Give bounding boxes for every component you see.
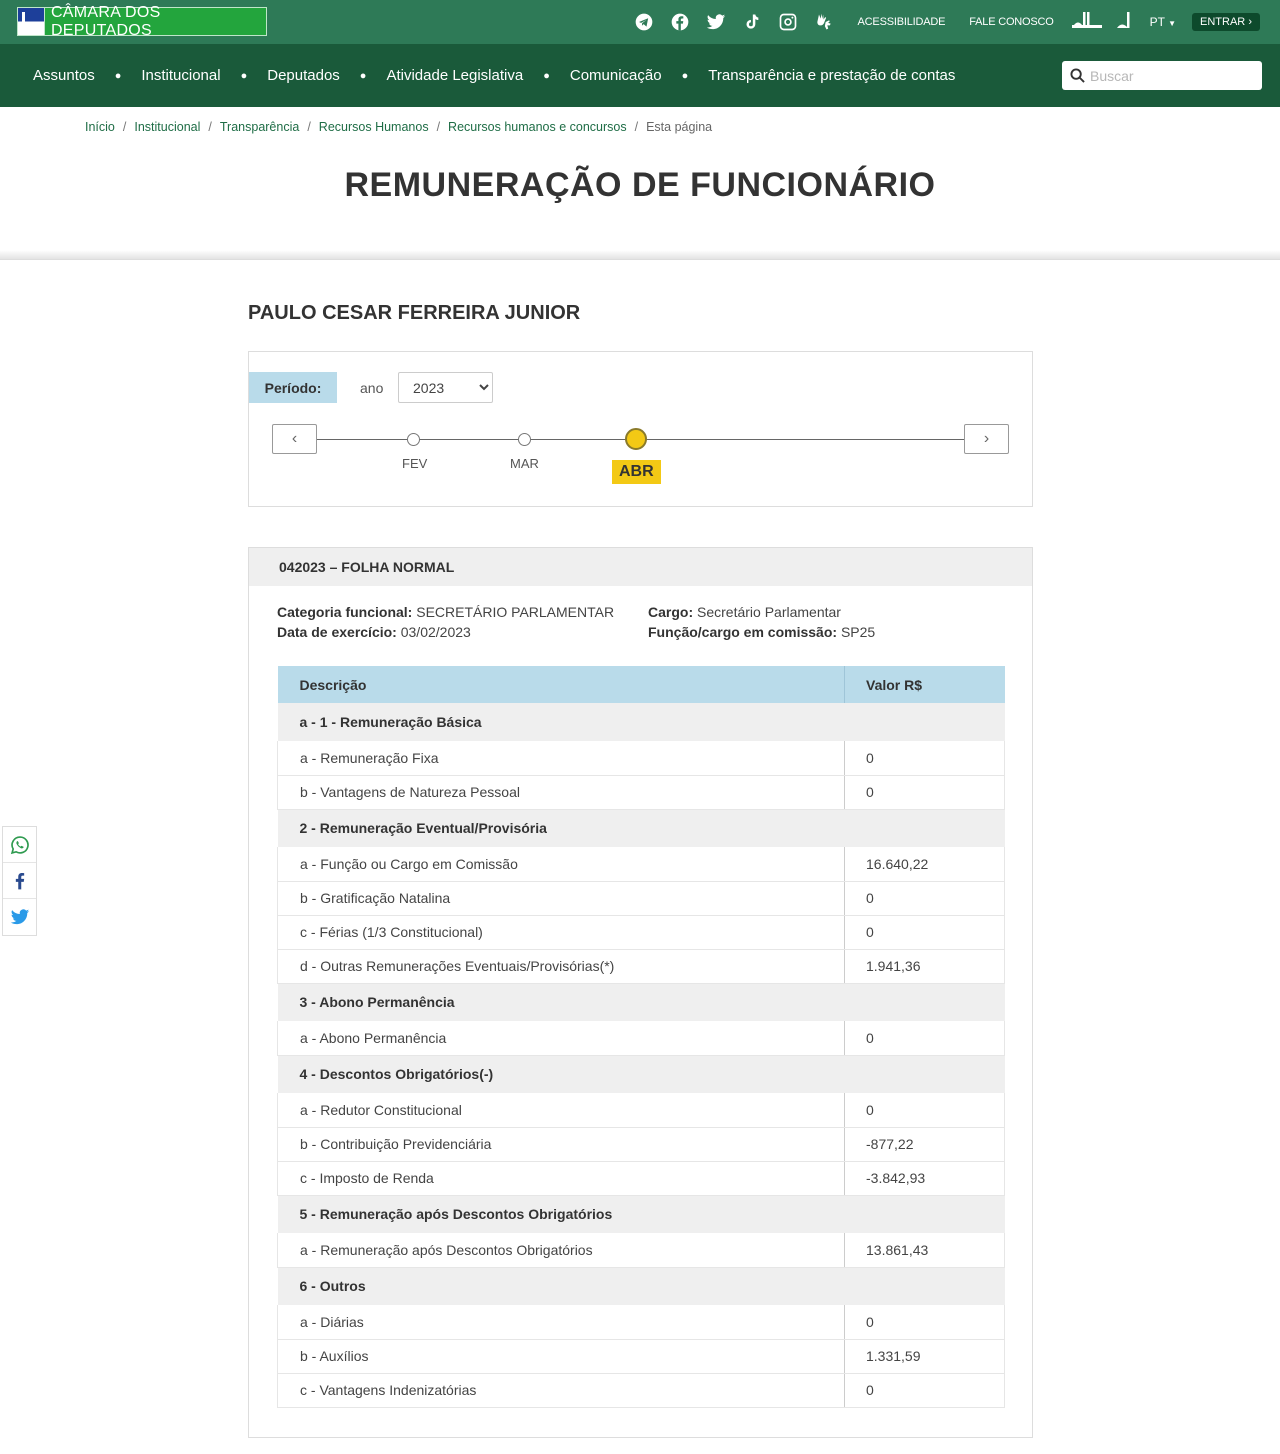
row-description: c - Vantagens Indenizatórias <box>278 1373 845 1407</box>
libras-hands-icon[interactable] <box>814 12 834 32</box>
column-header-descricao: Descrição <box>278 666 845 703</box>
row-value: 0 <box>845 1093 1005 1127</box>
header-divider <box>0 250 1280 260</box>
search-box[interactable] <box>1062 61 1262 90</box>
camara-logo-mark-icon <box>18 8 45 35</box>
table-section-row <box>278 983 1005 1021</box>
breadcrumb-current: Esta página <box>646 120 713 134</box>
row-description: b - Vantagens de Natureza Pessoal <box>278 775 845 809</box>
row-value: 1.941,36 <box>845 949 1005 983</box>
payroll-title: 042023 – FOLHA NORMAL <box>249 548 1032 586</box>
row-description: a - Remuneração após Descontos Obrigatórios <box>278 1233 845 1267</box>
breadcrumb-inicio[interactable]: Início <box>85 120 115 134</box>
row-value: 0 <box>845 1021 1005 1055</box>
congress-building-icon[interactable] <box>1072 11 1102 34</box>
row-description: a - Redutor Constitucional <box>278 1093 845 1127</box>
row-value: 16.640,22 <box>845 847 1005 881</box>
breadcrumb-recursos-humanos[interactable]: Recursos Humanos <box>318 120 429 134</box>
row-description: a - Função ou Cargo em Comissão <box>278 847 845 881</box>
table-row <box>278 915 1005 949</box>
cargo-label: Cargo: <box>648 604 694 620</box>
nav-atividade-legislativa[interactable]: Atividade Legislativa <box>386 67 524 84</box>
timeline-dot-abr-active[interactable] <box>625 428 647 450</box>
table-section-row <box>278 809 1005 847</box>
employee-info-left <box>277 602 614 642</box>
breadcrumb-separator: / <box>122 120 127 134</box>
period-selector <box>248 351 1033 507</box>
share-twitter-button[interactable] <box>3 899 36 935</box>
categoria-label: Categoria funcional: <box>277 604 413 620</box>
breadcrumb-transparencia[interactable]: Transparência <box>219 120 300 134</box>
table-row <box>278 1305 1005 1339</box>
table-section-row <box>278 703 1005 741</box>
timeline-dot-fev[interactable] <box>407 433 420 446</box>
page-title: REMUNERAÇÃO DE FUNCIONÁRIO <box>344 166 936 204</box>
login-button[interactable] <box>1192 13 1260 31</box>
table-row <box>278 1233 1005 1267</box>
acessibilidade-link[interactable]: ACESSIBILIDADE <box>857 16 946 28</box>
row-description: a - Diárias <box>278 1305 845 1339</box>
nav-transparencia[interactable]: Transparência e prestação de contas <box>708 67 956 84</box>
table-section-row <box>278 1267 1005 1305</box>
remuneration-table <box>277 666 1005 1408</box>
row-description: b - Contribuição Previdenciária <box>278 1127 845 1161</box>
facebook-icon[interactable] <box>670 12 690 32</box>
table-section-row <box>278 1195 1005 1233</box>
nav-separator: ● <box>114 69 122 82</box>
table-row <box>278 949 1005 983</box>
search-icon <box>1070 68 1085 83</box>
fale-conosco-link[interactable]: FALE CONOSCO <box>969 16 1054 28</box>
nav-assuntos[interactable]: Assuntos <box>33 67 95 84</box>
table-row <box>278 775 1005 809</box>
nav-separator: ● <box>240 69 248 82</box>
month-label-mar[interactable]: MAR <box>510 456 539 471</box>
chevron-left-icon: ‹ <box>291 430 298 447</box>
telegram-icon[interactable] <box>634 12 654 32</box>
table-body <box>278 703 1005 1407</box>
nav-deputados[interactable]: Deputados <box>267 67 340 84</box>
funcao-value: SP25 <box>840 624 876 640</box>
row-value: 0 <box>845 775 1005 809</box>
language-selector[interactable] <box>1150 15 1176 29</box>
breadcrumb-separator: / <box>208 120 212 134</box>
share-facebook-button[interactable] <box>3 863 36 899</box>
timeline-dot-mar[interactable] <box>518 433 531 446</box>
row-description: b - Gratificação Natalina <box>278 881 845 915</box>
logo-text: CÂMARA DOS DEPUTADOS <box>50 3 161 39</box>
timeline-next-button[interactable] <box>964 424 1009 454</box>
caret-down-icon: ▼ <box>1168 19 1177 28</box>
table-row <box>278 847 1005 881</box>
payroll-panel <box>248 547 1033 1438</box>
table-row <box>278 881 1005 915</box>
year-select[interactable] <box>398 372 493 403</box>
facebook-icon <box>10 871 30 891</box>
nav-comunicacao[interactable]: Comunicação <box>569 67 662 84</box>
nav-separator: ● <box>681 69 689 82</box>
breadcrumb-separator: / <box>634 120 639 134</box>
row-value: 0 <box>845 881 1005 915</box>
cargo-value: Secretário Parlamentar <box>697 604 841 620</box>
camara-logo[interactable] <box>17 3 267 39</box>
month-label-abr-active[interactable]: ABR <box>612 460 661 484</box>
chevron-right-icon: › <box>983 430 990 447</box>
row-value: -3.842,93 <box>845 1161 1005 1195</box>
table-row <box>278 741 1005 775</box>
table-row <box>278 1093 1005 1127</box>
section-title: 3 - Abono Permanência <box>278 983 1005 1021</box>
table-header-row <box>278 666 1005 703</box>
table-row <box>278 1127 1005 1161</box>
twitter-icon <box>10 907 30 927</box>
data-exercicio-label: Data de exercício: <box>277 624 397 640</box>
nav-separator: ● <box>543 69 550 82</box>
row-value: 0 <box>845 1373 1005 1407</box>
table-row <box>278 1373 1005 1407</box>
tiktok-icon[interactable] <box>742 12 762 32</box>
section-title: a - 1 - Remuneração Básica <box>278 703 1005 741</box>
column-header-valor: Valor R$ <box>845 666 1005 703</box>
section-title: 5 - Remuneração após Descontos Obrigatórios <box>278 1195 1005 1233</box>
section-title: 6 - Outros <box>278 1267 1005 1305</box>
section-title: 2 - Remuneração Eventual/Provisória <box>278 809 1005 847</box>
senado-building-icon[interactable] <box>1116 11 1132 34</box>
share-whatsapp-button[interactable] <box>3 827 36 863</box>
row-description: c - Férias (1/3 Constitucional) <box>278 915 845 949</box>
row-description: a - Remuneração Fixa <box>278 741 845 775</box>
row-description: c - Imposto de Renda <box>278 1161 845 1195</box>
data-exercicio-value: 03/02/2023 <box>400 624 471 640</box>
table-row <box>278 1021 1005 1055</box>
table-row <box>278 1339 1005 1373</box>
table-section-row <box>278 1055 1005 1093</box>
row-description: d - Outras Remunerações Eventuais/Provisórias(*) <box>278 949 845 983</box>
categoria-value: SECRETÁRIO PARLAMENTAR <box>416 604 615 620</box>
ano-label: ano <box>360 380 384 396</box>
nav-separator: ● <box>359 69 367 82</box>
instagram-icon[interactable] <box>778 12 798 32</box>
breadcrumb-institucional[interactable]: Institucional <box>134 120 201 134</box>
row-value: 0 <box>845 915 1005 949</box>
language-label: PT <box>1149 15 1165 29</box>
month-label-fev[interactable]: FEV <box>402 456 428 471</box>
breadcrumb-rh-concursos[interactable]: Recursos humanos e concursos <box>448 120 627 134</box>
row-description: b - Auxílios <box>278 1339 845 1373</box>
login-label: ENTRAR <box>1200 16 1246 28</box>
periodo-label: Período: <box>249 372 337 403</box>
row-value: 0 <box>845 741 1005 775</box>
breadcrumb <box>85 120 712 134</box>
row-value: 1.331,59 <box>845 1339 1005 1373</box>
row-value: 0 <box>845 1305 1005 1339</box>
table-row <box>278 1161 1005 1195</box>
chevron-right-icon: › <box>1248 16 1252 28</box>
timeline-prev-button[interactable] <box>272 424 317 454</box>
row-description: a - Abono Permanência <box>278 1021 845 1055</box>
employee-name: PAULO CESAR FERREIRA JUNIOR <box>248 302 581 324</box>
share-bar <box>2 826 37 936</box>
main-nav <box>0 44 1280 107</box>
search-input[interactable] <box>1090 68 1250 84</box>
whatsapp-icon <box>10 835 30 855</box>
funcao-label: Função/cargo em comissão: <box>648 624 838 640</box>
twitter-icon[interactable] <box>706 12 726 32</box>
section-title: 4 - Descontos Obrigatórios(-) <box>278 1055 1005 1093</box>
nav-institucional[interactable]: Institucional <box>141 67 221 84</box>
row-value: 13.861,43 <box>845 1233 1005 1267</box>
top-bar <box>0 0 1280 44</box>
employee-info-right <box>648 602 875 642</box>
breadcrumb-separator: / <box>307 120 311 134</box>
breadcrumb-separator: / <box>436 120 441 134</box>
row-value: -877,22 <box>845 1127 1005 1161</box>
